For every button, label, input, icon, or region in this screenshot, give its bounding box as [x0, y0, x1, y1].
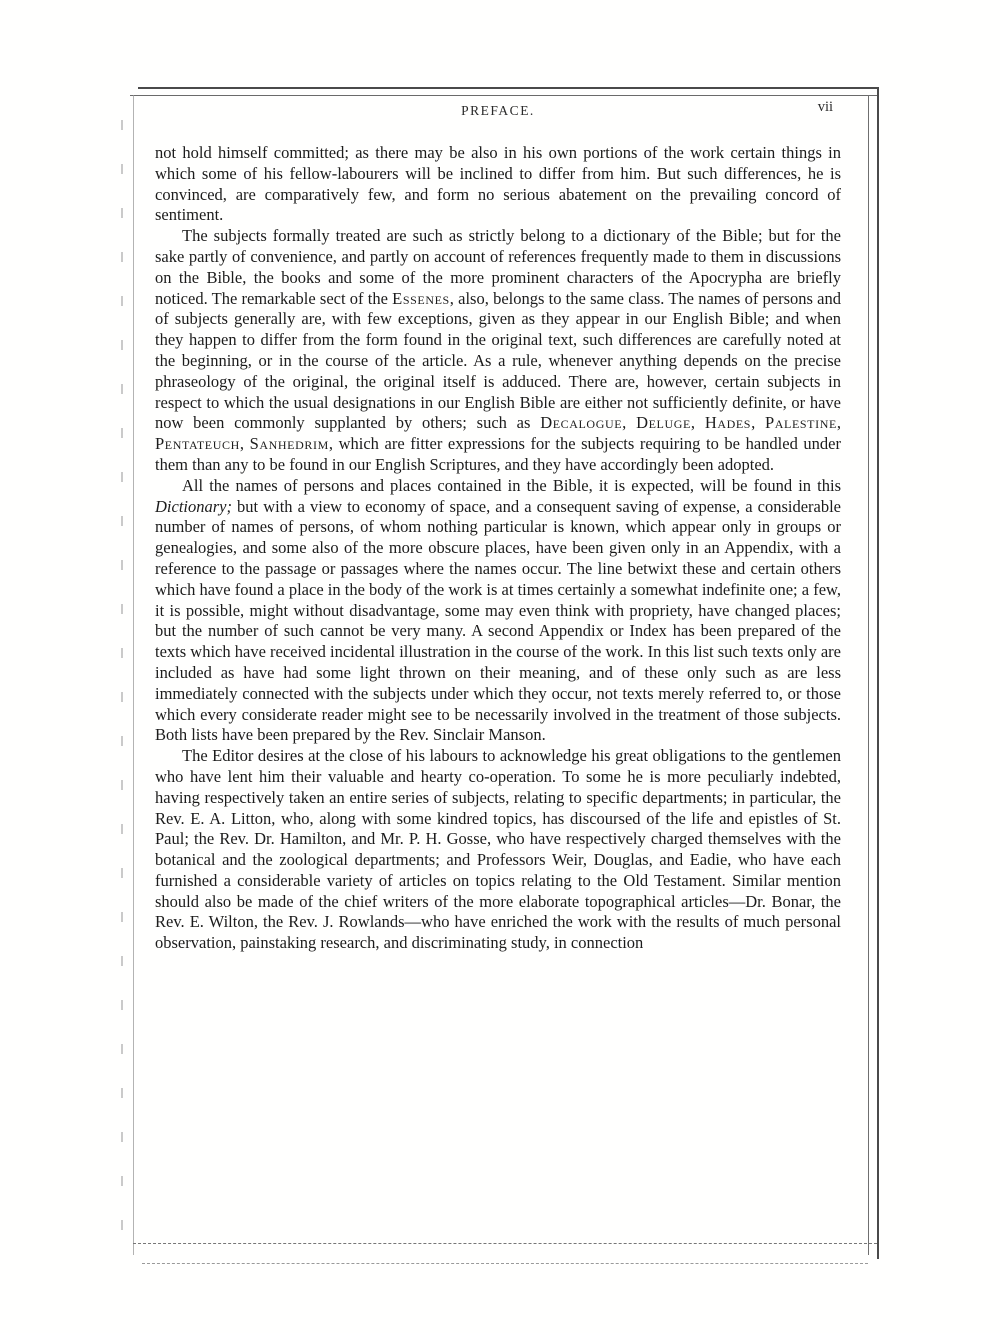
text-run: The Editor desires at the close of his labours to acknowledge his great obligations to the gentlemen who have lent him their valuable and hearty co-operation. To some he is more peculiarly indebted, having respectively taken an entire series of subjects, relating to specific departments; in particular, the Rev. E. A. Litton, who, along with some kindred topics, has discoursed of the life and epistles of St. Paul; the Rev. Dr. Hamilton, and Mr. P. H. Gosse, who have respectively charged themselves with the botanical and the zoological departments; and Professors Weir, Douglas, and Eadie, who have each furnished a considerable variety of articles on topics relating to the Old Testament. Similar mention should also be made of the chief writers of the more elaborate topographical articles—Dr. Bonar, the Rev. E. Wilton, the Rev. J. Rowlands—who have enriched the work with the results of much personal observation, painstaking research, and discriminating study, in connection [155, 746, 841, 953]
text-run: , [622, 413, 637, 433]
paragraph [155, 226, 841, 476]
text-run: but with a view to economy of space, and a consequent saving of expense, a considerable number of names of persons, of whom nothing particular is known, which appear only in groups or genealogies, and some also of the more obscure places, have been given only in an Appendix, with a reference to the passage or passages where the names occur. The line betwixt these and certain others which have found a place in the body of the work is at times certainly a somewhat indefinite one; a few, it is possible, might without disadvantage, some may even think with propriety, have changed places; but the number of such cannot be very many. A second Appendix or Index has been prepared of the texts which have received incidental illustration in the course of the work. In this list such texts only are included as have had some light thrown on their meaning, and of these only such as are less immediately connected with the subjects under which they occur, not texts merely referred to, or those which every considerate reader might see to be necessarily involved in the treatment of those subjects. Both lists have been prepared by the Rev. Sinclair Manson. [155, 496, 841, 745]
text-run: , [836, 413, 842, 433]
text-run-smallcaps: Sanhedrim [249, 434, 329, 454]
page-header [155, 99, 841, 121]
border-rule-top-inner [130, 95, 878, 96]
text-run: , which are fitter expressions for the subjects requiring to be handled under them than any to be found in our English Scriptures, and they have accordingly been adopted. [155, 434, 842, 474]
paragraph [155, 746, 841, 954]
text-run: , [239, 434, 250, 454]
text-run: , also, belongs to the same class. The names of persons and of subjects generally are, with few exceptions, given as they appear in our English Bible; and when they happen to differ from the form found in the original text, such differences are carefully noted at the beginning, or in the course of the article. As a rule, whenever anything depends on the precise phraseology of the original, the original itself is adduced. There are, however, certain subjects in respect to which the usual designations in our English Bible are either not sufficiently definite, or have now been commonly supplanted by others; such as [155, 288, 841, 433]
paragraph [155, 143, 841, 226]
text-run-smallcaps: Deluge [636, 413, 691, 433]
preface-text [155, 143, 841, 954]
text-run: , [751, 413, 765, 433]
text-run-smallcaps: Palestine [765, 413, 837, 433]
text-run-smallcaps: Essenes [392, 288, 450, 308]
border-rule-right-outer [877, 87, 879, 1259]
text-run: , [690, 413, 705, 433]
page-number: vii [817, 99, 833, 115]
text-run-smallcaps: Hades [704, 413, 752, 433]
text-run-smallcaps: Decalogue [540, 413, 623, 433]
text-run-italic: Dictionary; [155, 496, 232, 516]
scan-artifact-bottom-line-1 [133, 1243, 877, 1244]
border-rule-right-inner [868, 95, 869, 1255]
scan-artifact-bottom-line-2 [142, 1263, 868, 1264]
text-run: All the names of persons and places contained in the Bible, it is expected, will be found in this [182, 475, 841, 495]
page-content [155, 99, 842, 954]
scan-artifact-left-marks [121, 120, 123, 1240]
text-run: not hold himself committed; as there may be also in his own portions of the work certain things in which some of his fellow-labourers will be inclined to differ from him. But such differences, he is convinced, are comparatively few, and form no serious abatement on the prevailing concord of sentiment. [155, 143, 841, 225]
text-run-smallcaps: Pentateuch [155, 434, 240, 454]
paragraph [155, 476, 841, 746]
border-rule-left [133, 95, 134, 1255]
text-run: The subjects formally treated are such as strictly belong to a dictionary of the Bible; but for the sake partly of convenience, and partly on account of references frequently made to them in discussions on the Bible, the books and some of the more prominent characters of the Apocrypha are briefly noticed. The remarkable sect of the [155, 226, 841, 308]
border-rule-top-outer [138, 87, 878, 89]
running-title: PREFACE. [461, 103, 535, 118]
